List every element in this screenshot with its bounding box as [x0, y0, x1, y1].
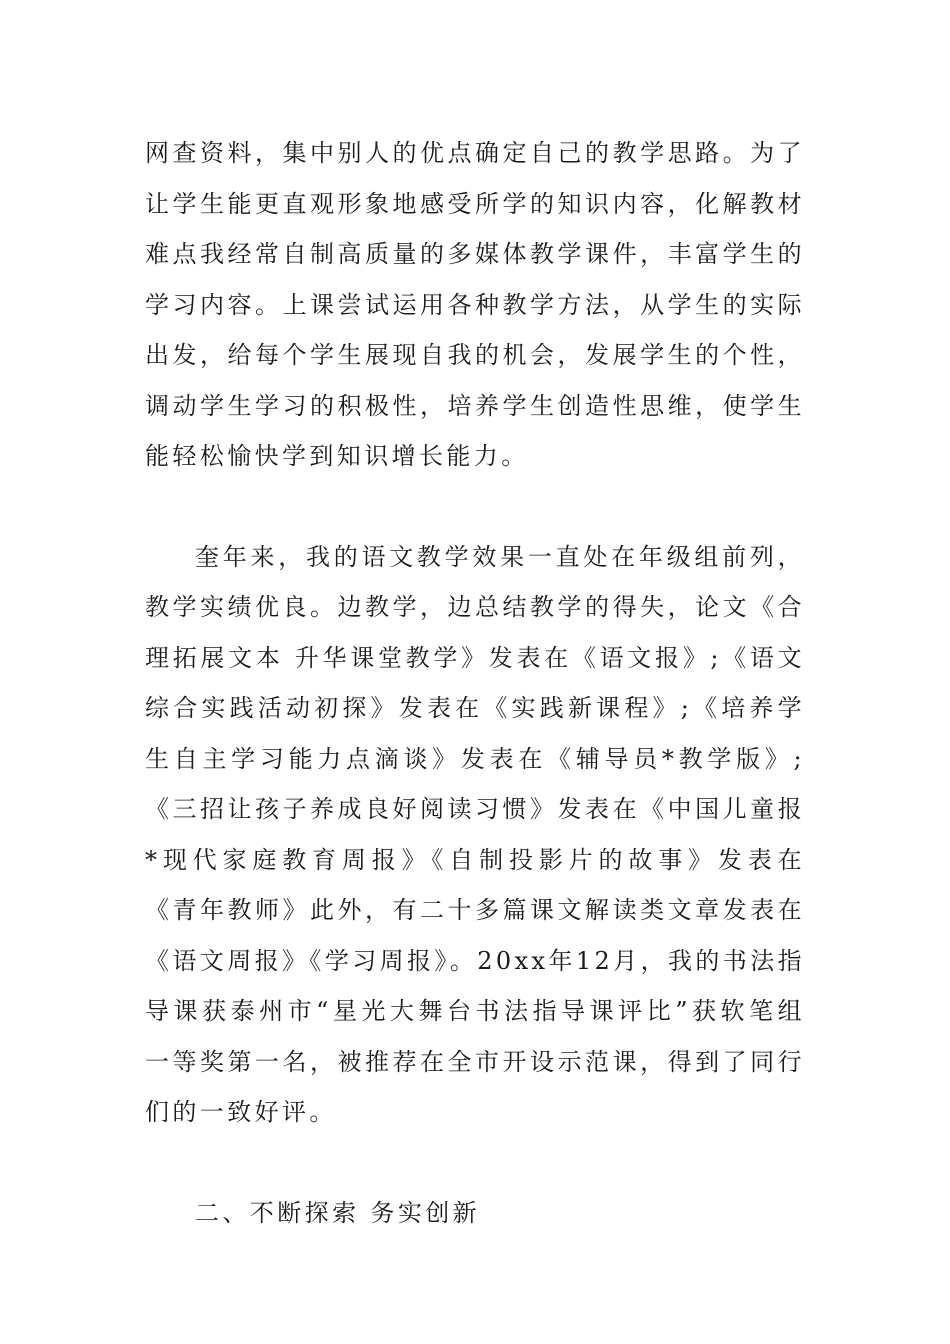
paragraph-teaching-achievements: 奎年来，我的语文教学效果一直处在年级组前列，教学实绩优良。边教学，边总结教学的得失，论文《合理拓展文本 升华课堂教学》发表在《语文报》;《语文综合实践活动初探》发表在《实践新课程》;《培养学生自主学习能力点滴谈》发表在《辅导员*教学版》;《三招让孩子养成良好阅读习惯》发表在《中国儿童报*现代家庭教育周报》《自制投影片的故事》发表在《青年教师》此外，有二十多篇课文解读类文章发表在《语文周报》《学习周报》。20xx年12月，我的书法指导课获泰州市“星光大舞台书法指导课评比”获软笔组一等奖第一名，被推荐在全市开设示范课，得到了同行们的一致好评。: [145, 542, 805, 1126]
section-heading-explore-innovate: 二、不断探索 务实创新: [195, 1198, 481, 1227]
paragraph-teaching-approach: 网查资料，集中别人的优点确定自己的教学思路。为了让学生能更直观形象地感受所学的知识内容，化解教材难点我经常自制高质量的多媒体教学课件，丰富学生的学习内容。上课尝试运用各种教学方法，从学生的实际出发，给每个学生展现自我的机会，发展学生的个性，调动学生学习的积极性，培养学生创造性思维，使学生能轻松愉快学到知识增长能力。: [145, 139, 805, 470]
document-page: [145, 128, 805, 1238]
